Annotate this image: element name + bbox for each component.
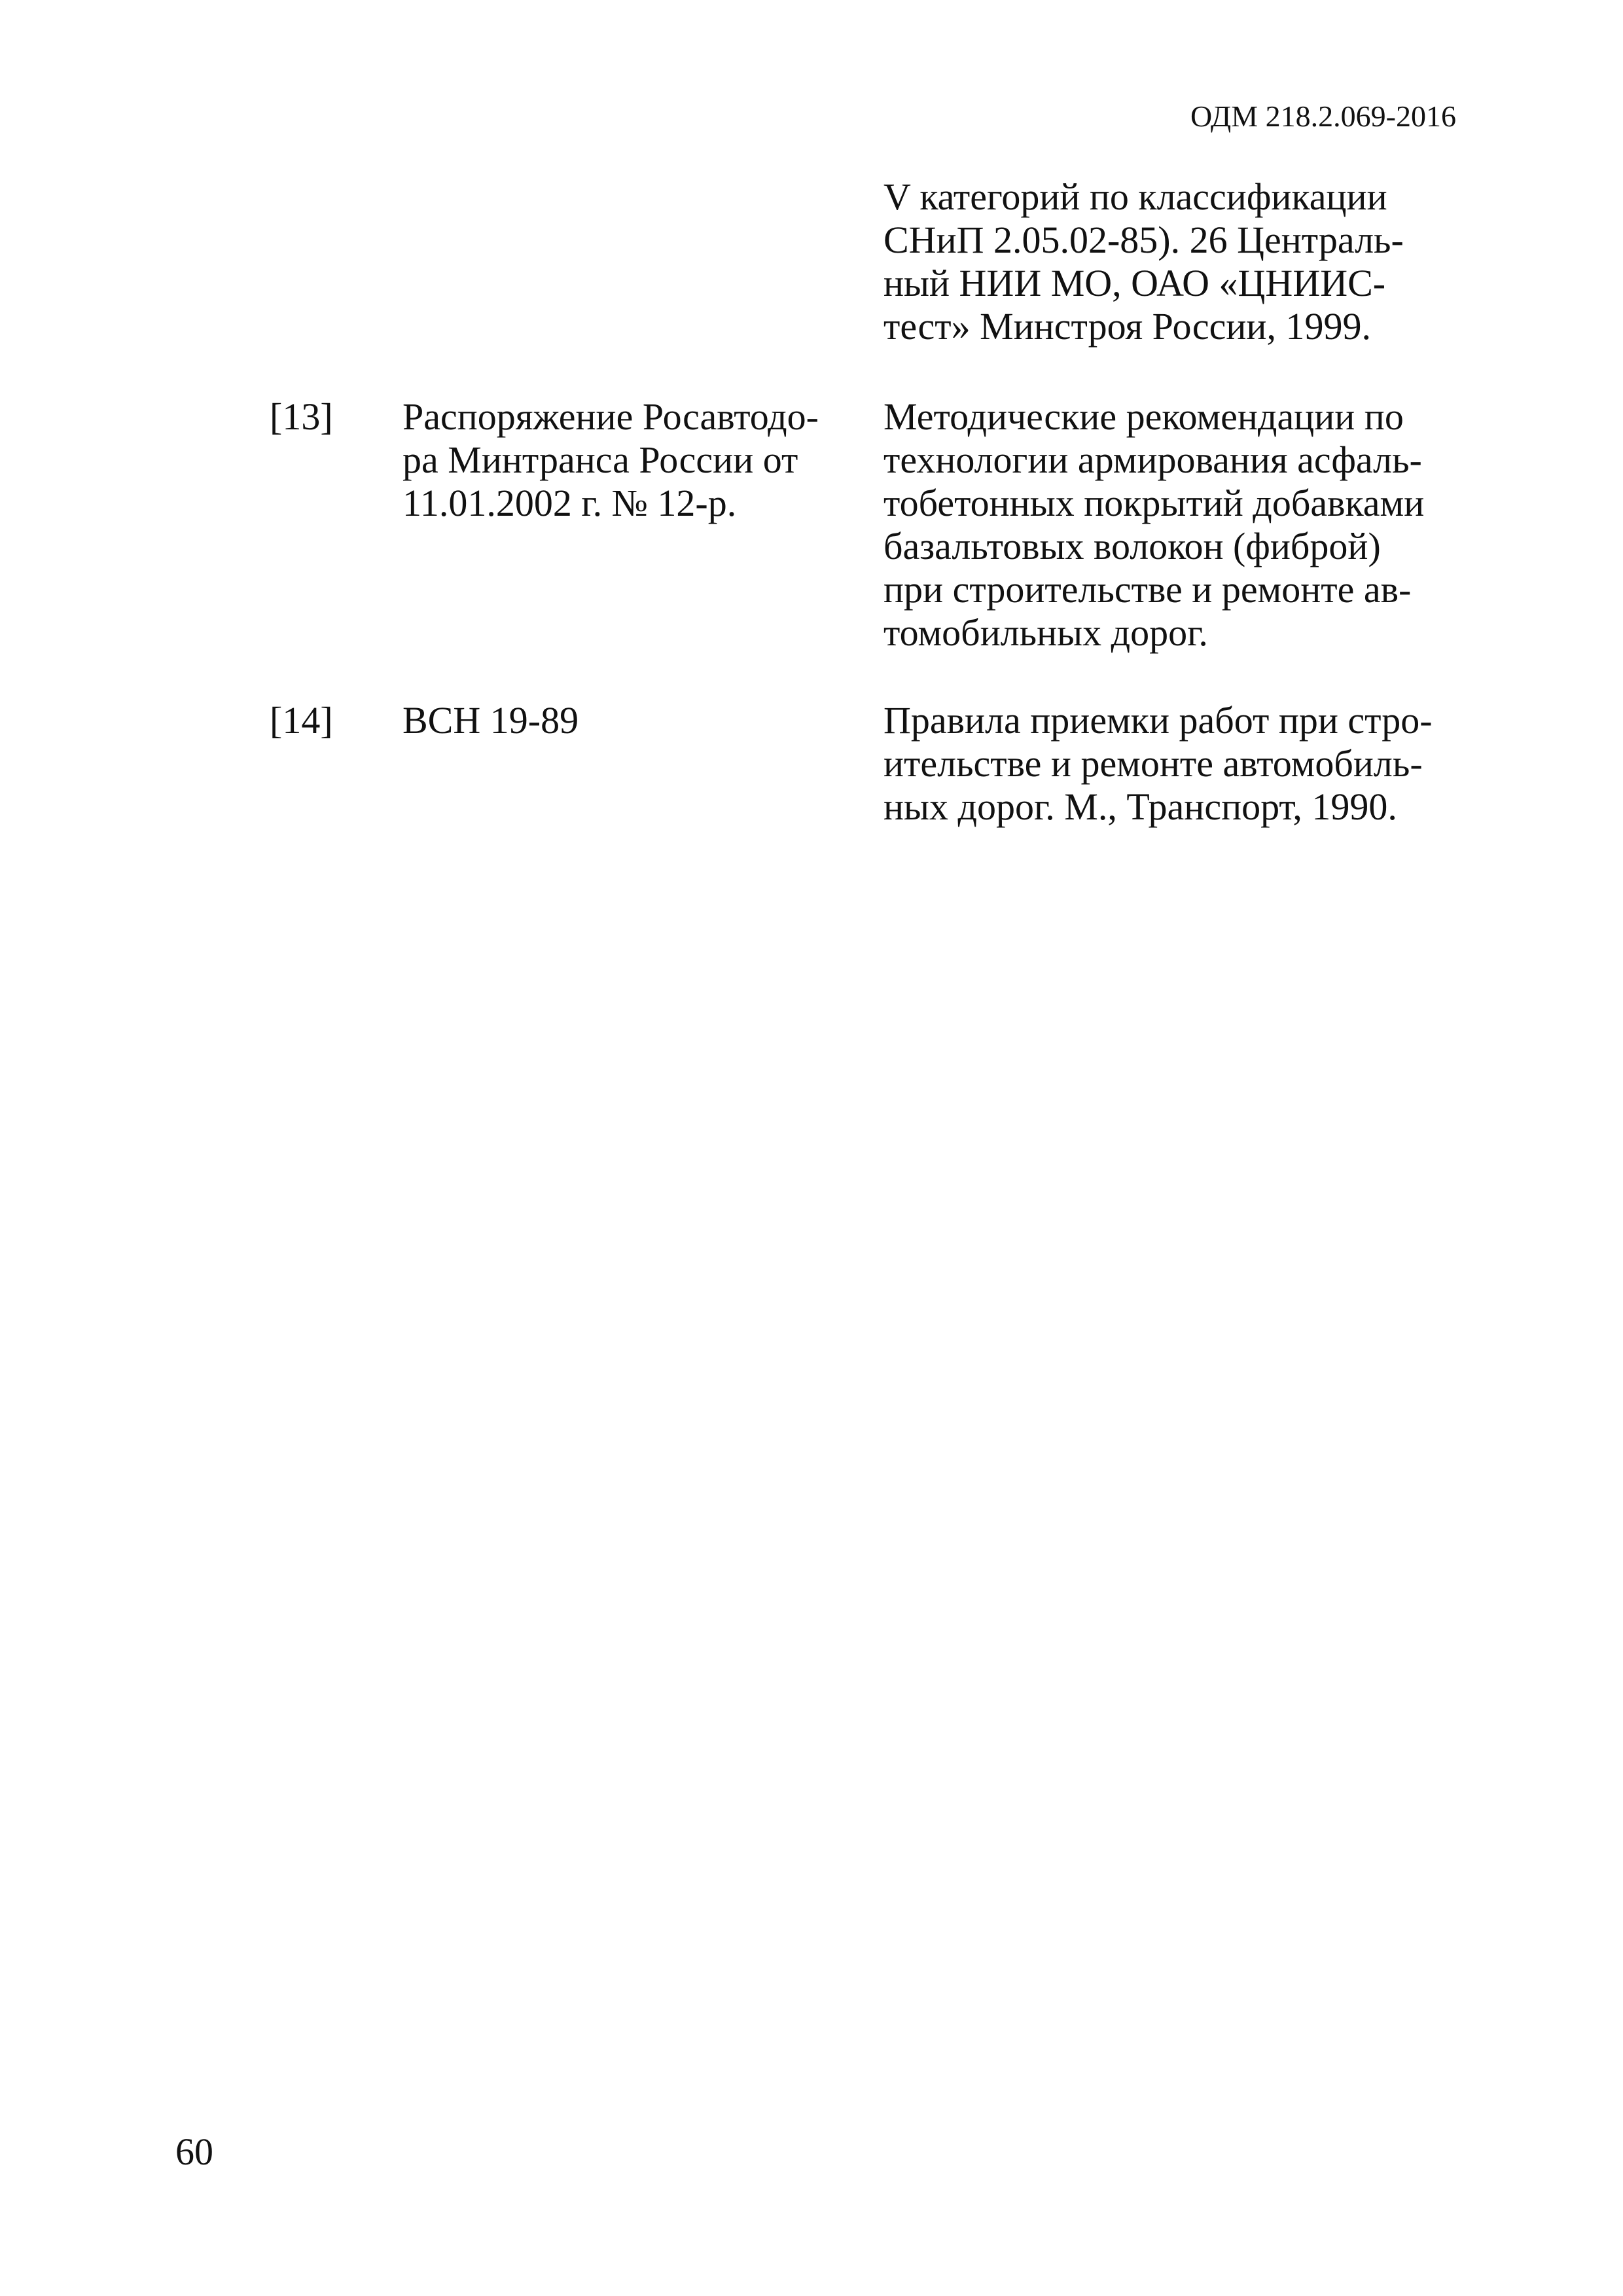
reference-number: [14] <box>270 699 333 742</box>
reference-document-line: ВСН 19-89 <box>402 699 579 742</box>
reference-title-line: базальтовых волокон (фиброй) <box>883 525 1381 567</box>
reference-document-line: ра Минтранса России от <box>402 439 798 481</box>
reference-title <box>883 395 1424 655</box>
continuation-title-line: СНиП 2.05.02-85). 26 Централь- <box>883 219 1404 261</box>
reference-title-line: при строительстве и ремонте ав- <box>883 568 1412 611</box>
reference-document <box>402 395 819 525</box>
reference-document-line: Распоряжение Росавтодо- <box>402 395 819 438</box>
reference-document <box>402 699 579 742</box>
page-number: 60 <box>175 2130 213 2173</box>
reference-title-line: томобильных дорог. <box>883 611 1208 654</box>
reference-title-line: Правила приемки работ при стро- <box>883 699 1433 742</box>
continuation-title-line: тест» Минстроя России, 1999. <box>883 305 1371 348</box>
reference-title-line: ных дорог. М., Транспорт, 1990. <box>883 785 1397 828</box>
reference-number: [13] <box>270 395 333 438</box>
reference-title-line: технологии армирования асфаль- <box>883 439 1422 481</box>
reference-title <box>883 699 1433 829</box>
reference-title-line: Методические рекомендации по <box>883 395 1404 438</box>
continuation-title-line: ный НИИ МО, ОАО «ЦНИИС- <box>883 262 1386 304</box>
continuation-title-line: V категорий по классификации <box>883 175 1387 218</box>
reference-title-line: ительстве и ремонте автомобиль- <box>883 742 1423 785</box>
reference-document-line: 11.01.2002 г. № 12-р. <box>402 482 737 524</box>
reference-title-line: тобетонных покрытий добавками <box>883 482 1425 524</box>
continuation-title <box>883 175 1404 348</box>
document-code: ОДМ 218.2.069-2016 <box>1190 99 1456 133</box>
